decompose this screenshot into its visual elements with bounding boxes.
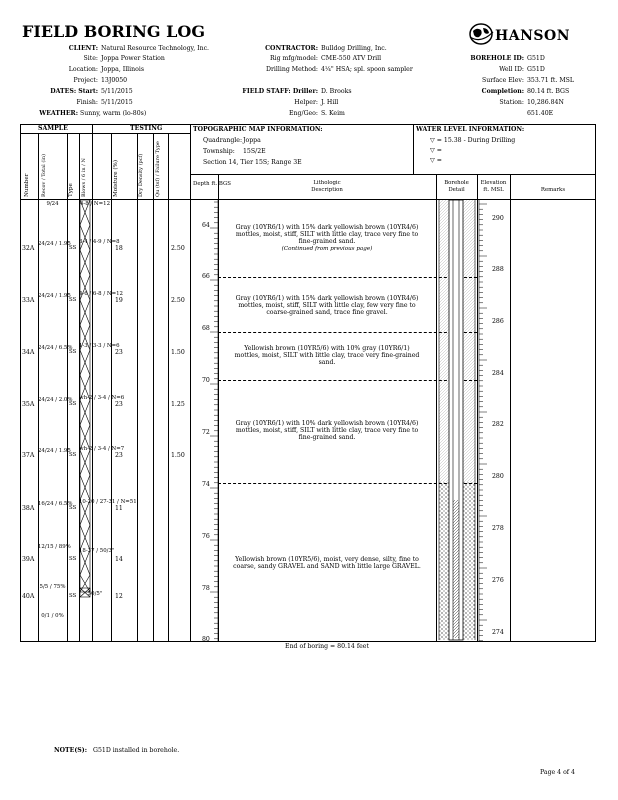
contractor-value: Bulldog Drilling, Inc. <box>321 45 387 52</box>
sample-number: 33A <box>22 297 35 304</box>
dates-start-value: 5/11/2015 <box>101 88 133 95</box>
water-level-3: ▽ = <box>430 157 442 164</box>
surface-elev-value: 353.71 ft. MSL <box>527 77 575 84</box>
sample-blows: 1-3 / 3-3 / N=6 <box>79 343 120 349</box>
depth-label: 78 <box>202 585 210 592</box>
sample-moisture: 18 <box>115 245 123 252</box>
col-elev-unit-head: ft. MSL <box>483 187 504 193</box>
staff-driller-label: FIELD STAFF: Driller: <box>242 88 318 95</box>
elevation-label: 282 <box>492 421 504 428</box>
borehole-id-value: G51D <box>527 55 545 62</box>
helper-value: J. Hill <box>321 99 339 106</box>
sample-qu: 2.50 <box>171 245 185 252</box>
elevation-label: 288 <box>492 266 504 273</box>
depth-label: 72 <box>202 429 210 436</box>
station-offset-value: 651.40E <box>527 110 554 117</box>
sample-number: 35A <box>22 401 35 408</box>
type-marker: SS <box>69 245 77 251</box>
company-logo-name: HANSON <box>495 28 570 44</box>
col-blows-head: Blows / 6 in / N <box>81 158 87 197</box>
rig-label: Rig mfg/model: <box>269 55 318 62</box>
sample-recov: 16/24 / 6.5% <box>38 501 73 507</box>
station-label: Station: <box>499 99 524 106</box>
dates-start-label: DATES: Start: <box>50 88 98 95</box>
drilling-label: Drilling Method: <box>266 66 318 73</box>
col-litho-head: Lithologic <box>313 180 341 186</box>
depth-label: 80 <box>202 636 210 643</box>
depth-axis-ticks <box>208 200 220 642</box>
sample-moisture: 19 <box>115 297 123 304</box>
depth-label: 68 <box>202 325 210 332</box>
lith-desc-4: Gray (10YR6/1) with 10% dark yellowish brown (10YR4/6) mottles, moist, stiff, SILT with little clay, trace very fine to fine-grained sand. <box>235 420 419 442</box>
sample-section-head: SAMPLE <box>38 125 68 132</box>
col-number-head: Number <box>24 173 30 197</box>
col-qu-head: Qu (tsf) / Failure Type <box>155 141 161 197</box>
weather-label: WEATHER: <box>39 110 78 117</box>
borehole-detail-diagram <box>437 200 477 642</box>
lith-desc-5: Yellowish brown (10YR5/6), moist, very dense, silty, fine to coarse, sandy GRAVEL and SAND with little large GRAVEL. <box>233 556 421 571</box>
elevation-label: 290 <box>492 215 504 222</box>
section-line: Section 14, Tier 15S; Range 3E <box>203 159 302 166</box>
township-label: Township: <box>203 148 235 155</box>
sample-moisture: 23 <box>115 452 123 459</box>
sample-recov: 5/5 / 75% <box>39 584 66 590</box>
end-of-boring: End of boring = 80.14 feet <box>285 643 369 650</box>
sample-number: 34A <box>22 349 35 356</box>
col-desc-head: Description <box>311 187 343 193</box>
client-value: Natural Resource Technology, Inc. <box>101 45 210 52</box>
well-id-label: Well ID: <box>499 66 524 73</box>
water-level-heading: WATER LEVEL INFORMATION: <box>416 126 525 133</box>
sample-moisture: 11 <box>115 505 123 512</box>
col-depth-head: Depth ft. BGS <box>193 181 231 187</box>
elevation-label: 278 <box>492 525 504 532</box>
sample-recov: 24/24 / 6.5% <box>38 345 73 351</box>
sample-blows: 4-8 / N=12 <box>79 201 111 207</box>
weather-value: Sunny, warm (lo-80s) <box>80 110 147 117</box>
sample-number: 39A <box>22 556 35 563</box>
lith-desc-1: Gray (10YR6/1) with 15% dark yellowish brown (10YR4/6) mottles, moist, stiff, SILT with little clay, trace very fine to fine-grained sand. (Continued from previous page) <box>235 224 419 252</box>
sample-blows: 3-4 / 4-9 / N=8 <box>79 239 120 245</box>
sample-qu: 1.25 <box>171 401 185 408</box>
sample-recov: 24/24 / 2.0% <box>38 397 73 403</box>
col-elev-head: Elevation <box>480 180 507 186</box>
well-id-value: G51D <box>527 66 545 73</box>
drilling-value: 4¼" HSA; spl. spoon sampler <box>321 66 413 73</box>
water-level-1: ▽ = 15.38 - During Drilling <box>430 137 516 144</box>
topo-heading: TOPOGRAPHIC MAP INFORMATION: <box>193 126 323 133</box>
depth-label: 66 <box>202 273 210 280</box>
sample-type-column <box>79 200 91 642</box>
type-marker: SS <box>69 297 77 303</box>
sample-blows: 4-6 / 6-8 / N=12 <box>79 291 123 297</box>
lith-desc-3: Yellowish brown (10YR5/6) with 10% gray (10YR6/1) mottles, moist, SILT with little clay, trace very fine-grained sand. <box>234 345 420 367</box>
elevation-label: 280 <box>492 473 504 480</box>
lith-desc-2: Gray (10YR6/1) with 15% dark yellowish brown (10YR4/6) mottles, moist, stiff, SILT with little clay, few very fine to coarse-grained sand, trace fine gravel. <box>235 295 419 317</box>
eng-value: S. Keim <box>321 110 345 117</box>
type-marker: SS <box>69 452 77 458</box>
sample-recov: 0/1 / 0% <box>41 613 64 619</box>
sample-qu: 2.50 <box>171 297 185 304</box>
type-marker: SS <box>69 505 77 511</box>
sample-blows: 18-37 / 50/3" <box>79 548 115 554</box>
sample-number: 37A <box>22 452 35 459</box>
location-value: Joppa, Illinois <box>101 66 144 73</box>
type-marker: SS <box>69 401 77 407</box>
staff-driller-value: D. Brooks <box>321 88 352 95</box>
site-label: Site: <box>83 55 98 62</box>
borehole-id-label: BOREHOLE ID: <box>470 55 524 62</box>
sample-number: 38A <box>22 505 35 512</box>
type-marker: SS <box>69 556 77 562</box>
sample-recov: 9/24 <box>46 201 59 207</box>
client-label: CLIENT: <box>68 45 98 52</box>
sample-qu: 1.50 <box>171 452 185 459</box>
col-type-head: Type <box>68 183 74 197</box>
sample-number: 32A <box>22 245 35 252</box>
elevation-label: 286 <box>492 318 504 325</box>
sample-moisture: 14 <box>115 556 123 563</box>
sample-blows: wh-2 / 3-4 / N=6 <box>79 395 125 401</box>
sample-blows: 50/5" <box>87 591 103 597</box>
col-moisture-head: Moisture (%) <box>113 159 119 197</box>
elevation-label: 274 <box>492 629 504 636</box>
quad-label: Quadrangle: <box>203 137 243 144</box>
sample-recov: 24/24 / 1.95 <box>38 293 71 299</box>
township-value: 15S/2E <box>243 148 266 155</box>
dates-finish-label: Finish: <box>76 99 98 106</box>
depth-label: 76 <box>202 533 210 540</box>
sample-blows: wh-2 / 3-4 / N=7 <box>79 446 125 452</box>
depth-label: 64 <box>202 222 210 229</box>
col-density-head: Dry Density (pcf) <box>138 153 144 197</box>
station-value: 10,286.84N <box>527 99 564 106</box>
elevation-label: 276 <box>492 577 504 584</box>
sample-moisture: 23 <box>115 401 123 408</box>
site-value: Joppa Power Station <box>101 55 165 62</box>
type-marker: SS <box>69 349 77 355</box>
sample-qu: 1.50 <box>171 349 185 356</box>
globe-logo-icon <box>468 22 494 46</box>
rig-value: CME-550 ATV Drill <box>321 55 382 62</box>
dates-finish-value: 5/11/2015 <box>101 99 133 106</box>
sample-recov: 12/15 / 89% <box>38 544 71 550</box>
location-label: Location: <box>68 66 98 73</box>
completion-value: 80.14 ft. BGS <box>527 88 570 95</box>
col-borehole-head: Borehole <box>444 180 469 186</box>
completion-label: Completion: <box>481 88 524 95</box>
helper-label: Helper: <box>294 99 318 106</box>
quad-value: Joppa <box>243 137 261 144</box>
sample-moisture: 12 <box>115 593 123 600</box>
project-label: Project: <box>73 77 98 84</box>
col-detail-head: Detail <box>448 187 465 193</box>
project-value: 13J0050 <box>101 77 128 84</box>
sample-number: 40A <box>22 593 35 600</box>
type-marker: SS <box>69 593 77 599</box>
water-level-2: ▽ = <box>430 147 442 154</box>
notes-label: NOTE(S): <box>54 747 87 754</box>
notes-text: G51D installed in borehole. <box>93 747 180 754</box>
col-remarks-head: Remarks <box>540 187 566 193</box>
page-number: Page 4 of 4 <box>540 769 575 776</box>
elevation-axis-ticks <box>477 200 489 642</box>
sample-moisture: 23 <box>115 349 123 356</box>
sample-recov: 24/24 / 1.95 <box>38 241 71 247</box>
contractor-label: CONTRACTOR: <box>265 45 318 52</box>
col-recov-head: Recov / Total (in) <box>41 153 47 197</box>
testing-section-head: TESTING <box>130 125 163 132</box>
page-title: FIELD BORING LOG <box>22 22 205 41</box>
depth-label: 70 <box>202 377 210 384</box>
surface-elev-label: Surface Elev: <box>482 77 524 84</box>
elevation-label: 284 <box>492 370 504 377</box>
eng-label: Eng/Geo: <box>289 110 318 117</box>
depth-label: 74 <box>202 481 210 488</box>
sample-recov: 24/24 / 1.95 <box>38 448 71 454</box>
sample-blows: 10-20 / 27-31 / N=51 <box>79 499 137 505</box>
